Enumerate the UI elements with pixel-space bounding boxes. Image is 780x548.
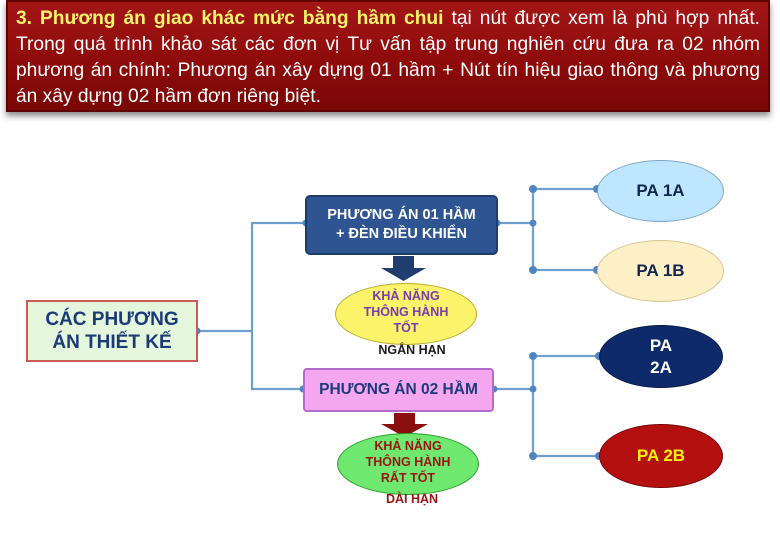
connector-option1-variants bbox=[497, 189, 597, 270]
option-02-label: PHƯƠNG ÁN 02 HẦM bbox=[319, 381, 478, 398]
connector-option2-variants bbox=[494, 356, 599, 456]
capacity-very-good-line2: THÔNG HÀNH bbox=[365, 455, 451, 469]
capacity-good-line1: KHẢ NĂNG bbox=[372, 289, 440, 303]
variant-pa-2b-label: PA 2B bbox=[636, 446, 686, 465]
connector-root-trunk bbox=[197, 223, 306, 389]
banner-highlight: 3. Phương án giao khác mức bằng hầm chui bbox=[16, 8, 444, 29]
variant-pa-1a-label: PA 1A bbox=[636, 181, 685, 200]
design-options-box bbox=[26, 300, 198, 362]
variant-pa-2a bbox=[599, 325, 723, 388]
variant-pa-2a-line1: PA bbox=[649, 335, 673, 355]
capacity-short-term: NGẮN HẠN bbox=[378, 343, 446, 357]
variant-pa-1b-label: PA 1B bbox=[636, 261, 685, 280]
variant-pa-1b bbox=[597, 240, 724, 302]
capacity-good-line2: THÔNG HÀNH bbox=[363, 305, 449, 319]
banner-text: tại nút được xem là phù hợp nhất. Trong quá trình khảo sát các đơn vị Tư vấn tập trung nghiên cứu đưa ra 02 nhóm phương án chính: Phương án xây dựng 01 hầm + Nút tín hiệu giao thông và phương án xây dựng 02 hầm đơn riêng biệt. bbox=[16, 8, 760, 107]
capacity-very-good-text bbox=[337, 438, 479, 486]
design-options-line2: ÁN THIẾT KẾ bbox=[52, 332, 172, 353]
variant-pa-2a-line2: 2A bbox=[650, 357, 672, 377]
capacity-good-line3: TỐT bbox=[393, 321, 419, 335]
arrow-option1-down bbox=[381, 256, 426, 281]
capacity-very-good-line1: KHẢ NĂNG bbox=[374, 439, 442, 453]
variant-pa-2b bbox=[599, 424, 723, 488]
option-01-line1: PHƯƠNG ÁN 01 HẦM bbox=[327, 207, 476, 223]
option-02-tunnel-box bbox=[303, 368, 494, 412]
design-options-line1: CÁC PHƯƠNG bbox=[45, 309, 179, 330]
capacity-good-text bbox=[335, 288, 477, 336]
variant-pa-1a bbox=[597, 160, 724, 222]
capacity-long-term: DÀI HẠN bbox=[385, 492, 439, 506]
capacity-very-good-line3: RẤT TỐT bbox=[380, 471, 436, 485]
option-01-tunnel-box bbox=[305, 195, 498, 255]
option-01-line2: + ĐÈN ĐIỀU KHIỂN bbox=[336, 226, 467, 242]
